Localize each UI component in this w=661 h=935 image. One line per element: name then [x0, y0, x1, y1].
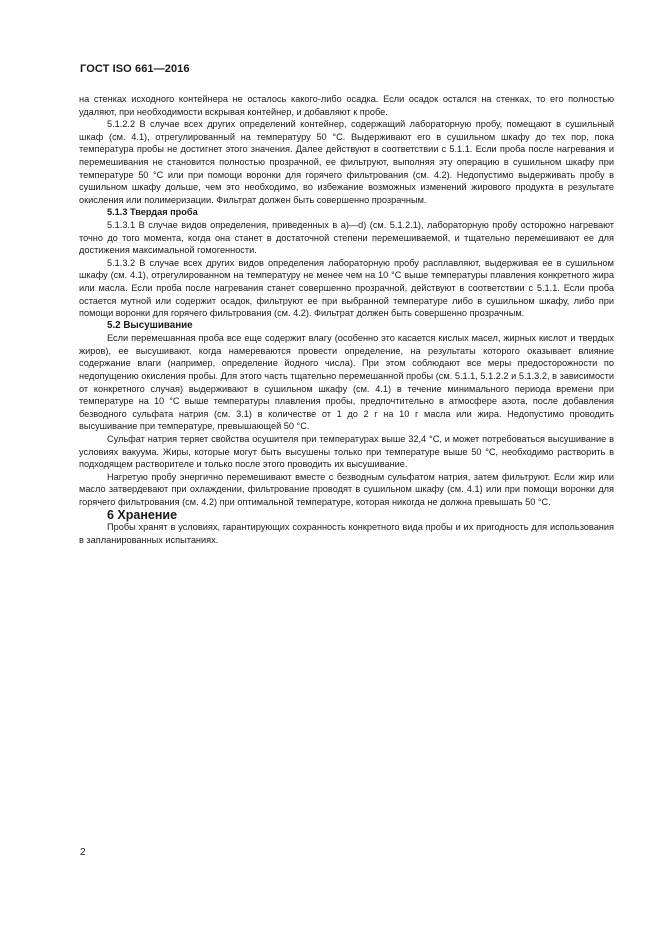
paragraph-5-1-3-1: 5.1.3.1 В случае видов определения, приведенных в а)—d) (см. 5.1.2.1), лабораторную пробу осторожно нагревают точно до того момента, когда она станет в достаточной степени перемешиваемой, и тщательно перемешивают ее для достижения максимальной гомогенности. [79, 219, 614, 256]
paragraph-5-1-2-2: 5.1.2.2 В случае всех других определений контейнер, содержащий лабораторную пробу, помещают в сушильный шкаф (см. 4.1), отрегулированный на температуру 50 °С. Выдерживают его в сушильном шкафу до тех пор, пока температура пробы не достигнет этого значения. Далее действуют в соответствии с 5.1.1. Если проба после нагревания и перемешивания не становится полностью прозрачной, ее фильтруют, выполняя эту операцию в сушильном шкафу при температуре 50 °С или при помощи воронки для горячего фильтрования (см. 4.2). Недопустимо выдерживать пробу в сушильном шкафу дольше, чем это необходимо, во избежание возможных изменений жирового продукта в результате окисления или полимеризации. Фильтрат должен быть совершенно прозрачным. [79, 119, 614, 205]
paragraph-5-1-3-2: 5.1.3.2 В случае всех других видов определения лабораторную пробу расплавляют, выдерживая ее в сушильном шкафу (см. 4.1), отрегулированном на температуру не менее чем на 10 °С выше температуры плавления конкретного жира или масла. Если проба после нагревания станет совершенно прозрачной, действуют в соответствии с 5.1.1. Если проба остается мутной или содержит осадок, фильтруют ее при выбранной температуре либо в сушильном шкафу, либо при помощи воронки для горячего фильтрования (см. 4.2). Фильтрат должен быть совершенно прозрачным. [79, 257, 614, 319]
heading-6: 6 Хранение [107, 507, 178, 522]
document-body [79, 93, 614, 546]
paragraph-drying-1: Если перемешанная проба все еще содержит влагу (особенно это касается кислых масел, жирных кислот и твердых жиров), ее высушивают, когда намереваются провести определение, на результаты которого оказывает влияние содержание влаги (например, определение йодного числа). При этом соблюдают все меры предосторожности по недопущению окисления пробы. Для этого часть тщательно перемешанной пробы (см. 5.1.1, 5.1.2.2 и 5.1.3.2, в зависимости от конкретного случая) выдерживают в сушильном шкафу (см. 4.1) в течение минимального периода времени при температуре на 10 °С выше температуры плавления пробы, предпочтительно в атмосфере азота, после добавления безводного сульфата натрия (см. 3.1) в количестве от 1 до 2 г на 10 г масла или жира. Недопустимо проводить высушивание при температуре, превышающей 50 °С. [79, 333, 614, 432]
page-number: 2 [80, 847, 86, 858]
document-header: ГОСТ ISO 661—2016 [80, 63, 190, 75]
paragraph-drying-3: Нагретую пробу энергично перемешивают вместе с безводным сульфатом натрия, затем фильтруют. Если жир или масло затвердевают при охлаждении, фильтрование проводят в сушильном шкафу (см. 4.1) или при помощи воронки для горячего фильтрования (см. 4.2) при оптимальной температуре, которая никогда не должна превышать 50 °С. [79, 471, 614, 507]
heading-5-1-3: 5.1.3 Твердая проба [107, 207, 198, 218]
heading-5-2: 5.2 Высушивание [107, 319, 193, 331]
paragraph-storage: Пробы хранят в условиях, гарантирующих сохранность конкретного вида пробы и их пригодность для использования в запланированных испытаниях. [79, 522, 614, 545]
paragraph-continuation: на стенках исходного контейнера не осталось какого-либо осадка. Если осадок остался на стенках, то его полностью удаляют, при необходимости вскрывая контейнер, и добавляют к пробе. [79, 94, 614, 117]
paragraph-drying-2: Сульфат натрия теряет свойства осушителя при температурах выше 32,4 °С, и может потребоваться высушивание в условиях вакуума. Жиры, которые могут быть высушены только при температуре выше 50 °С, необходимо растворить в подходящем растворителе и только после этого проводить их высушивание. [79, 434, 614, 470]
